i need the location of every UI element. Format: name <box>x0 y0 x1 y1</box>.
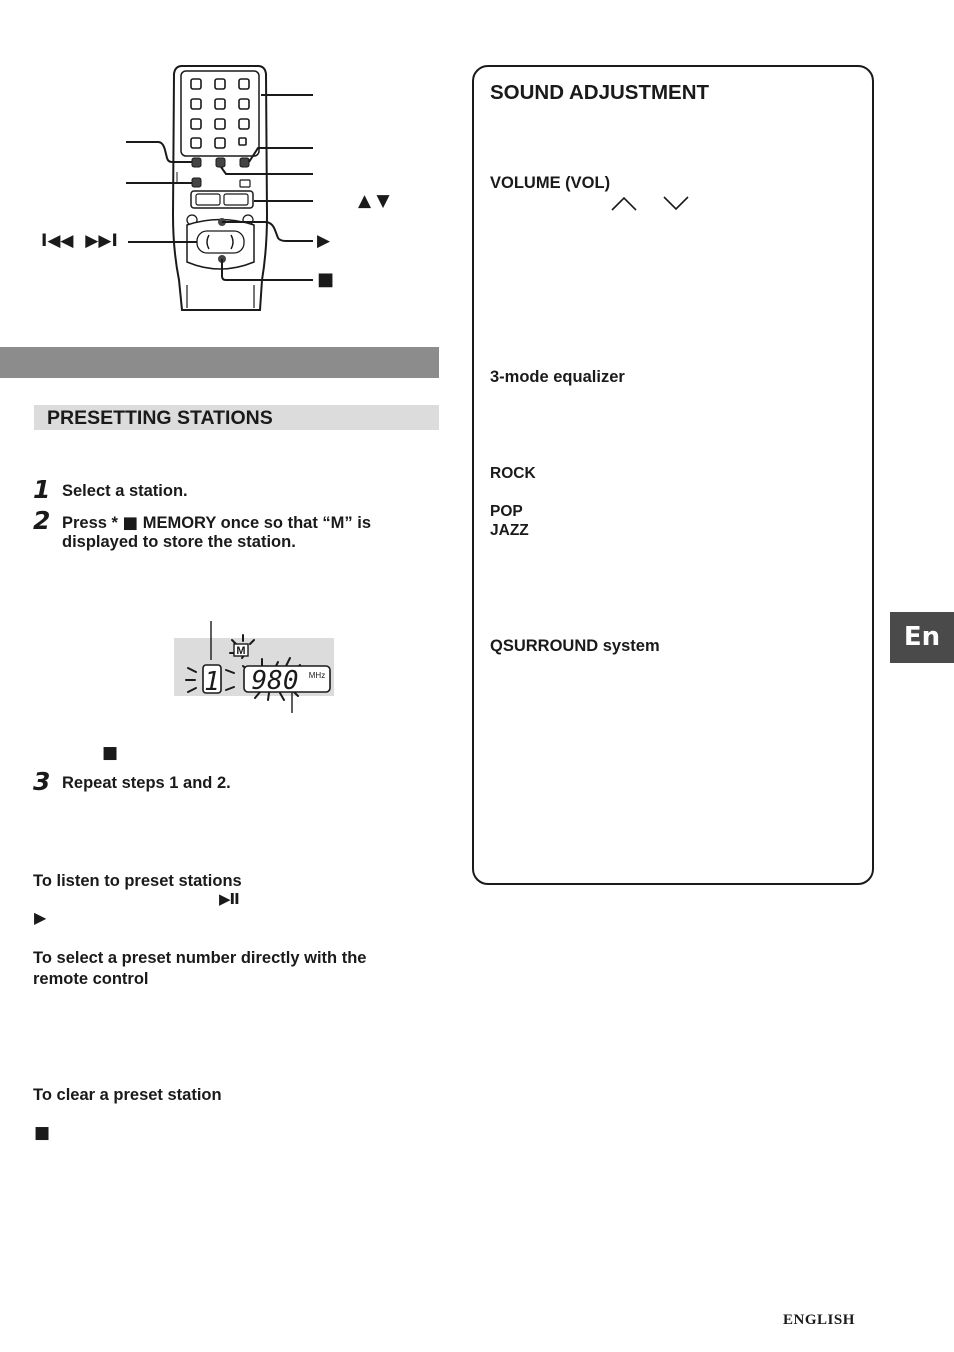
skip-buttons-label: I◀◀ ▶▶I <box>41 231 118 251</box>
eq-mode-rock: ROCK <box>490 465 536 482</box>
clear-stop-symbol: ■ <box>34 1123 51 1143</box>
remote-control-illustration <box>0 0 440 330</box>
language-tab: En <box>890 612 954 663</box>
preset-number-display: 1 <box>204 667 220 697</box>
volume-up-down-icon <box>608 193 692 213</box>
step-number-2: 2 <box>33 506 51 535</box>
stop-symbol: ■ <box>122 513 139 532</box>
listen-preset-heading: To listen to preset stations <box>33 872 242 890</box>
frequency-display: 980 <box>251 666 299 696</box>
step-3-text: Repeat steps 1 and 2. <box>62 774 231 792</box>
eq-mode-pop: POP <box>490 503 523 520</box>
presetting-title: PRESETTING STATIONS <box>47 407 273 429</box>
select-direct-heading-2: remote control <box>33 970 149 988</box>
step-number-3: 3 <box>33 767 51 796</box>
section-band <box>0 347 439 378</box>
chevron-down-icon <box>664 197 688 209</box>
volume-heading: VOLUME (VOL) <box>490 174 611 192</box>
stop-label: ■ <box>317 269 335 290</box>
up-down-label: ▲ ▼ <box>358 191 390 211</box>
step-2-text-line2: displayed to store the station. <box>62 533 296 551</box>
clear-preset-heading: To clear a preset station <box>33 1086 222 1104</box>
chevron-up-icon <box>612 198 636 210</box>
play-label: ▶ <box>317 231 331 251</box>
step-1-text: Select a station. <box>62 482 188 500</box>
play-symbol: ▶ <box>34 908 47 927</box>
step-number-1: 1 <box>33 475 51 504</box>
step-2-text: Press * ■ MEMORY once so that “M” is <box>62 513 372 532</box>
unit-display: MHz <box>308 671 326 680</box>
qsurround-heading: QSURROUND system <box>490 637 660 655</box>
lcd-display-illustration <box>170 618 340 718</box>
memory-indicator: M <box>236 645 246 657</box>
eq-mode-jazz: JAZZ <box>490 522 529 539</box>
equalizer-heading: 3-mode equalizer <box>490 368 625 386</box>
sound-adjustment-title: SOUND ADJUSTMENT <box>490 81 710 104</box>
footer-language: ENGLISH <box>783 1312 855 1328</box>
select-direct-heading-1: To select a preset number directly with the <box>33 949 367 967</box>
play-pause-symbol: ▶II <box>219 890 239 908</box>
stop-symbol-standalone: ■ <box>102 743 119 763</box>
